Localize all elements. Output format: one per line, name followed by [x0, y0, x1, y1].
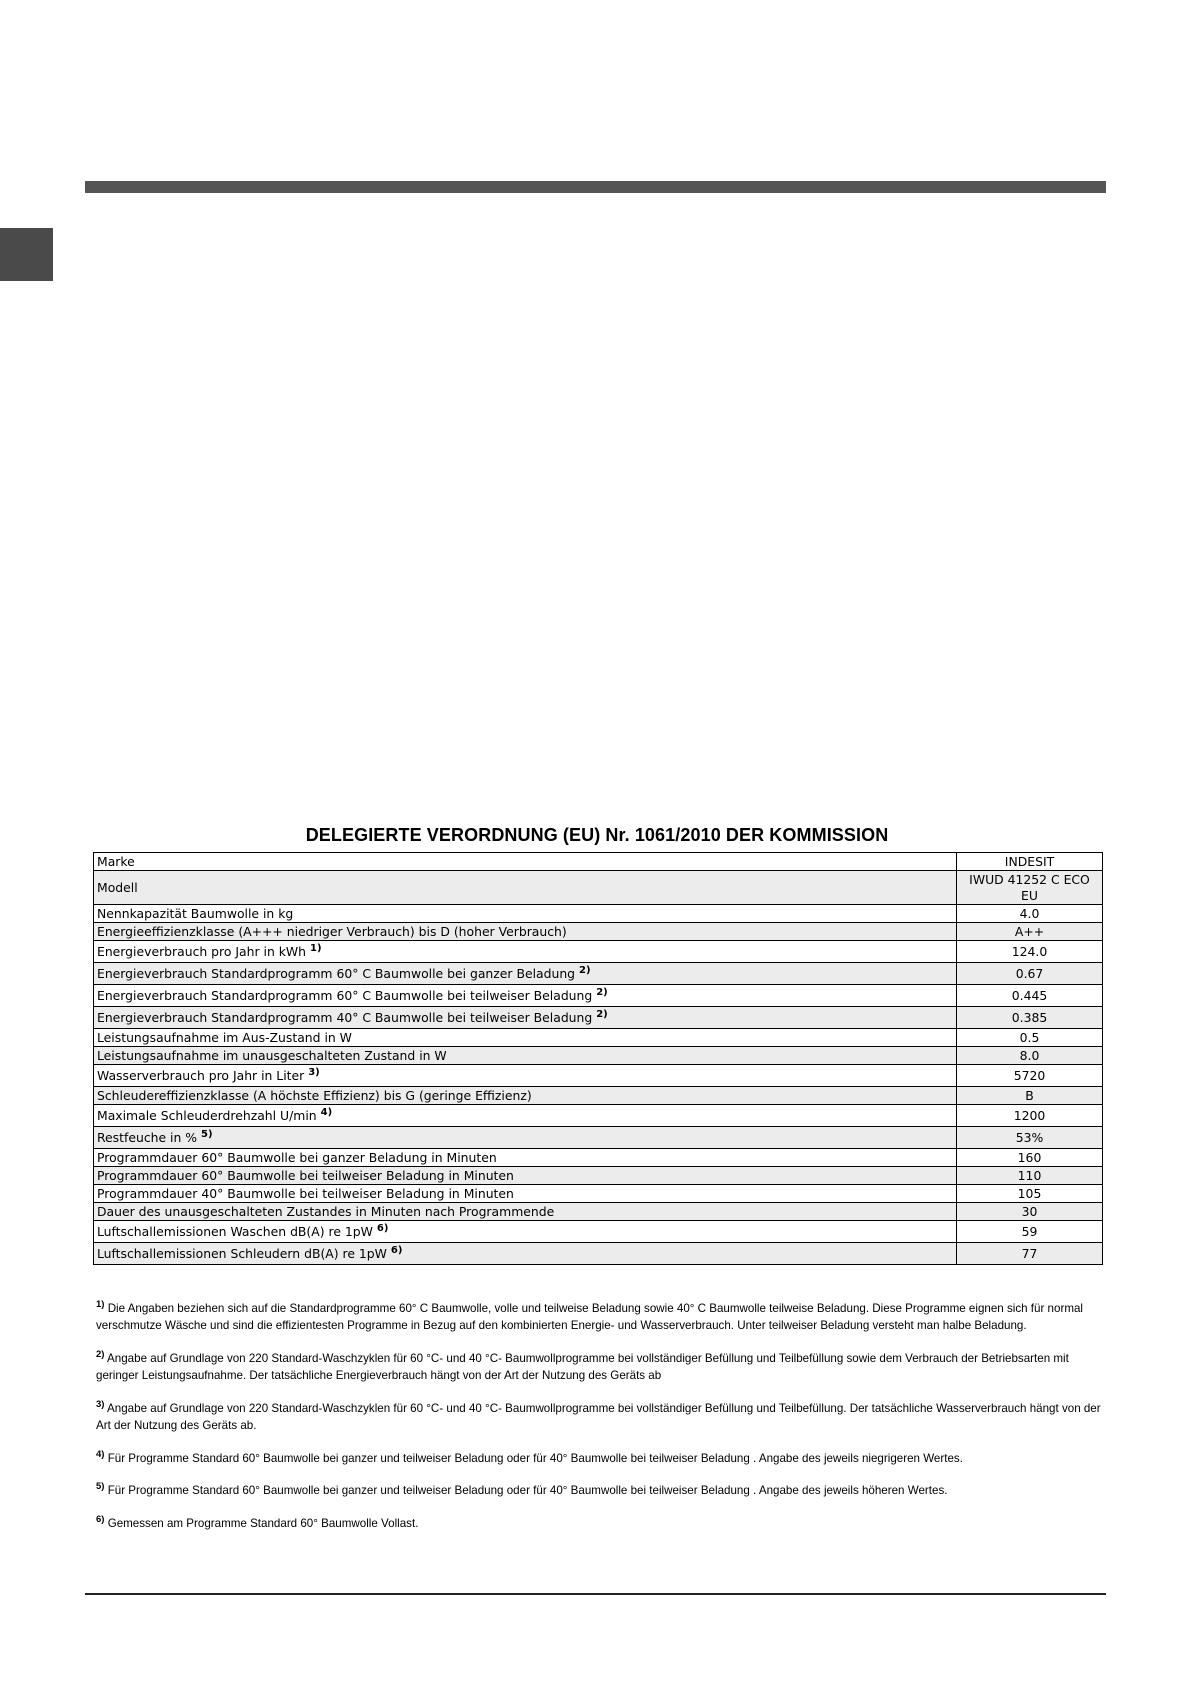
table-row — [94, 941, 1103, 963]
row-value: 59 — [957, 1221, 1103, 1243]
table-row — [94, 1065, 1103, 1087]
table-row — [94, 871, 1103, 905]
row-label: Leistungsaufnahme im Aus-Zustand in W — [94, 1029, 957, 1047]
row-label: Programmdauer 60° Baumwolle bei teilweiser Beladung in Minuten — [94, 1167, 957, 1185]
table-row — [94, 1127, 1103, 1149]
footnote-mark: 1) — [96, 1299, 105, 1310]
footnote-ref: 1) — [309, 942, 322, 954]
row-label: Energieverbrauch pro Jahr in kWh $^{1)}$ — [94, 941, 957, 963]
row-value: 1200 — [957, 1105, 1103, 1127]
footnote-ref: 2) — [579, 964, 591, 976]
row-value: 5720 — [957, 1065, 1103, 1087]
footnote — [96, 1446, 1106, 1467]
footnote-text: Angabe auf Grundlage von 220 Standard-Waschzyklen für 60 °C- und 40 °C- Baumwollprogramme bei vollständiger Befüllung und Teilbefüllung. Der tatsächliche Wasserverbrauch hängt von der Art der Nutzung des Geräts ab. — [96, 1401, 1101, 1432]
row-value: 110 — [957, 1167, 1103, 1185]
row-label: Leistungsaufnahme im unausgeschalteten Zustand in W — [94, 1047, 957, 1065]
table-row — [94, 985, 1103, 1007]
footnote-ref: 2) — [596, 1008, 608, 1020]
row-value: 8.0 — [957, 1047, 1103, 1065]
table-row — [94, 1105, 1103, 1127]
table-row — [94, 1243, 1103, 1265]
row-label: Restfeuche in % $^{5)}$ — [94, 1127, 957, 1149]
table-row — [94, 1221, 1103, 1243]
row-value: 30 — [957, 1203, 1103, 1221]
row-value: 124.0 — [957, 941, 1103, 963]
table-row — [94, 1185, 1103, 1203]
table-row — [94, 1203, 1103, 1221]
footnote-ref: 6) — [376, 1222, 389, 1234]
table-row — [94, 963, 1103, 985]
footnote-text: Angabe auf Grundlage von 220 Standard-Waschzyklen für 60 °C- und 40 °C- Baumwollprogramme bei vollständiger Befüllung und Teilbefüllung sowie dem Verbrauch der Betriebsarten mit geringer Leistungsaufnahme. Der tatsächliche Energieverbrauch hängt von der Art der Nutzung des Geräts ab — [96, 1351, 1069, 1382]
footnote-mark: 3) — [96, 1398, 105, 1410]
row-value: B — [957, 1087, 1103, 1105]
footnote-text: Für Programme Standard 60° Baumwolle bei ganzer und teilweiser Beladung oder für 40° Baumwolle bei teilweiser Beladung . Angabe des jeweils niegrigeren Wertes. — [107, 1451, 963, 1465]
header-rule — [85, 181, 1106, 193]
footnote-mark: 5) — [96, 1481, 105, 1493]
footnote — [96, 1511, 1106, 1532]
table-row — [94, 1007, 1103, 1029]
table-row — [94, 1047, 1103, 1065]
footnote-ref: 4) — [320, 1106, 333, 1118]
row-value: 0.385 — [957, 1007, 1103, 1029]
table-row — [94, 1087, 1103, 1105]
row-label: Luftschallemissionen Waschen dB(A) re 1pW $^{6)}$ — [94, 1221, 957, 1243]
footnote-mark: 4) — [96, 1448, 105, 1460]
row-label: Energieeffizienzklasse (A+++ niedriger Verbrauch) bis D (hoher Verbrauch) — [94, 923, 957, 941]
row-value: 0.445 — [957, 985, 1103, 1007]
table-row — [94, 853, 1103, 871]
row-label: Schleudereffizienzklasse (A höchste Effizienz) bis G (geringe Effizienz) — [94, 1087, 957, 1105]
row-label: Nennkapazität Baumwolle in kg — [94, 905, 957, 923]
footnote-ref: 3) — [308, 1066, 320, 1078]
footnote-mark: 2) — [96, 1348, 105, 1360]
footnote — [96, 1478, 1106, 1499]
row-label: Marke — [94, 853, 957, 871]
product-data-table — [93, 852, 1103, 1265]
row-label: Maximale Schleuderdrehzahl U/min $^{4)}$ — [94, 1105, 957, 1127]
row-label: Luftschallemissionen Schleudern dB(A) re 1pW $^{6)}$ — [94, 1243, 957, 1265]
footnote-ref: 6) — [390, 1244, 403, 1256]
footnote — [96, 1296, 1106, 1334]
row-label: Energieverbrauch Standardprogramm 40° C Baumwolle bei teilweiser Beladung $^{2)}$ — [94, 1007, 957, 1029]
row-value: A++ — [957, 923, 1103, 941]
footnote — [96, 1346, 1106, 1384]
footer-rule — [85, 1593, 1106, 1595]
row-label: Energieverbrauch Standardprogramm 60° C Baumwolle bei ganzer Beladung $^{2)}$ — [94, 963, 957, 985]
row-value: 160 — [957, 1149, 1103, 1167]
row-label: Dauer des unausgeschalteten Zustandes in Minuten nach Programmende — [94, 1203, 957, 1221]
row-value: 105 — [957, 1185, 1103, 1203]
table-row — [94, 1029, 1103, 1047]
table-row — [94, 923, 1103, 941]
footnote-mark: 6) — [96, 1514, 105, 1526]
footnote-text: Die Angaben beziehen sich auf die Standardprogramme 60° C Baumwolle, volle und teilweise Beladung sowie 40° C Baumwolle teilweise Beladung. Diese Programme eignen sich für normal verschmutze Wäsche und sind die effizientesten Programme in Bezug auf den kombinierten Energie- und Wasserverbrauch. Unter teilweiser Beladung versteht man halbe Beladung. — [96, 1301, 1084, 1332]
row-label: Programmdauer 60° Baumwolle bei ganzer Beladung in Minuten — [94, 1149, 957, 1167]
row-value: 53% — [957, 1127, 1103, 1149]
table-row — [94, 905, 1103, 923]
footnote-ref: 5) — [201, 1128, 213, 1140]
row-value: 0.67 — [957, 963, 1103, 985]
footnote-text: Gemessen am Programme Standard 60° Baumwolle Vollast. — [107, 1517, 419, 1531]
row-value: INDESIT — [957, 853, 1103, 871]
footnote-text: Für Programme Standard 60° Baumwolle bei ganzer und teilweiser Beladung oder für 40° Baumwolle bei teilweiser Beladung . Angabe des jeweils höheren Wertes. — [107, 1484, 948, 1498]
table-row — [94, 1167, 1103, 1185]
regulation-title: DELEGIERTE VERORDNUNG (EU) Nr. 1061/2010 DER KOMMISSION — [305, 825, 889, 845]
row-label: Energieverbrauch Standardprogramm 60° C Baumwolle bei teilweiser Beladung $^{2)}$ — [94, 985, 957, 1007]
table-row — [94, 1149, 1103, 1167]
row-value: 77 — [957, 1243, 1103, 1265]
row-value: 4.0 — [957, 905, 1103, 923]
footnote-ref: 2) — [596, 986, 608, 998]
footnotes — [96, 1296, 1106, 1544]
row-value: 0.5 — [957, 1029, 1103, 1047]
footnote — [96, 1396, 1106, 1434]
row-label: Modell — [94, 871, 957, 905]
language-tab-marker — [0, 228, 53, 281]
row-label: Wasserverbrauch pro Jahr in Liter $^{3)}$ — [94, 1065, 957, 1087]
row-label: Programmdauer 40° Baumwolle bei teilweiser Beladung in Minuten — [94, 1185, 957, 1203]
row-value: IWUD 41252 C ECO EU — [957, 871, 1103, 905]
